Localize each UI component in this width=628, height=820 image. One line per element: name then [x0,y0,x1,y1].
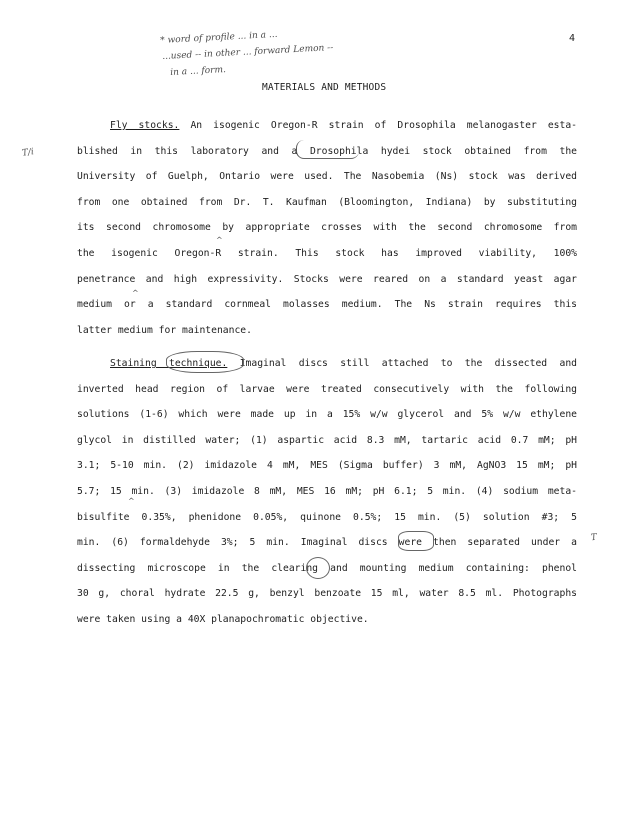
handwritten-note-line: in a ... form. [170,65,227,78]
paragraph-staining-technique [77,351,577,633]
text-line: Fly stocks. An isogenic Oregon-R strain of Drosophila melanogaster esta- [110,120,577,131]
text-line: University of Guelph, Ontario were used. The Nasobemia (Ns) stock was derived [77,171,577,183]
text-line: 3.1; 5-10 min. (2) imidazole 4 mM, MES (Sigma buffer) 3 mM, AgNO3 15 mM; pH [77,460,577,472]
text-line: were taken using a 40X planapochromatic objective. [77,613,369,625]
text-line: medium or a standard cornmeal molasses medium. The Ns strain requires this [77,299,577,311]
section-heading: MATERIALS AND METHODS [262,82,387,93]
edit-caret: ^ [128,497,135,506]
text-line: its second chromosome by appropriate crosses with the second chromosome from [77,222,577,234]
text-line: Staining technique. Imaginal discs still attached to the dissected and [110,358,577,369]
text-line: bisulfite 0.35%, phenidone 0.05%, quinone 0.5%; 15 min. (5) solution #3; 5 [77,511,577,523]
text-line: latter medium for maintenance. [77,324,252,336]
paragraph-lead: Fly stocks. [110,120,180,131]
handwritten-note-line: ...used -- in other ... forward Lemon -- [162,43,334,62]
text-line: 5.7; 15 min. (3) imidazole 8 mM, MES 16 mM; pH 6.1; 5 min. (4) sodium meta- [77,485,577,497]
text-line: penetrance and high expressivity. Stocks were reared on a standard yeast agar [77,273,577,285]
text-line: inverted head region of larvae were treated consecutively with the following [77,383,577,395]
text-line: glycol in distilled water; (1) aspartic acid 8.3 mM, tartaric acid 0.7 mM; pH [77,434,577,446]
margin-mark: T [590,532,598,544]
handwritten-note-line: * word of profile ... in a ... [160,29,278,46]
text-line: dissecting microscope in the clearing and mounting medium containing: phenol [77,562,577,574]
page-number: 4 [569,33,576,44]
margin-mark: T/i [21,147,35,159]
text-line: the isogenic Oregon-R strain. This stock has improved viability, 100% [77,247,577,259]
paragraph-fly-stocks [77,113,577,343]
text-line: blished in this laboratory and a Drosophila hydei stock obtained from the [77,145,577,157]
text-line: min. (6) formaldehyde 3%; 5 min. Imaginal discs were then separated under a [77,537,577,549]
edit-caret: ^ [132,289,139,298]
text-line: 30 g, choral hydrate 22.5 g, benzyl benzoate 15 ml, water 8.5 ml. Photographs [77,588,577,600]
edit-caret: ^ [216,236,223,245]
paragraph-lead: Staining technique. [110,358,228,369]
text-line: from one obtained from Dr. T. Kaufman (Bloomington, Indiana) by substituting [77,196,577,208]
text-line: solutions (1-6) which were made up in a 15% w/w glycerol and 5% w/w ethylene [77,409,577,421]
